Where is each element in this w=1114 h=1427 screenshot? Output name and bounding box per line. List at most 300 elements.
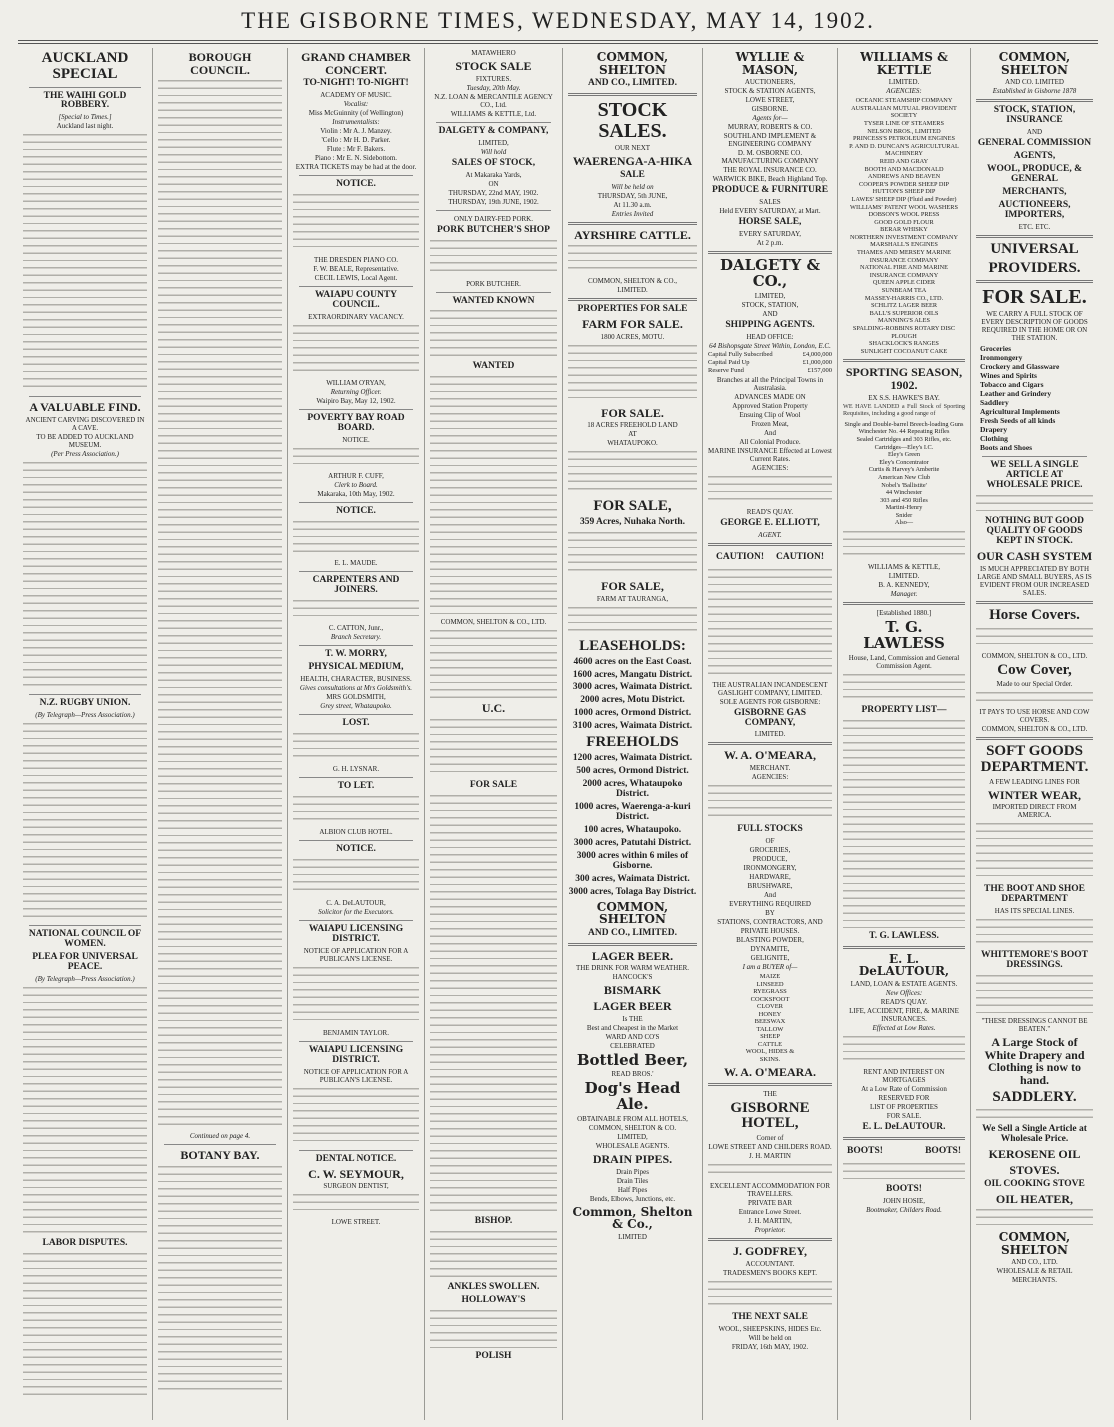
subhead: LIMITED,: [478, 138, 509, 147]
subhead: LIMITED.: [888, 78, 920, 87]
signature: LIMITED.: [617, 286, 648, 295]
subhead: A FEW LEADING LINES FOR: [989, 777, 1080, 786]
list-item: HONEY: [758, 1010, 782, 1018]
dogs-head-ale: Dog's Head Ale.: [584, 1079, 681, 1114]
goods-item: Saddlery: [980, 398, 1009, 408]
property-text: [843, 718, 965, 928]
subhead: EX S.S. HAWKE'S BAY.: [868, 393, 940, 402]
classified-text: [430, 793, 557, 1213]
goods-list: [976, 344, 1093, 452]
subhead: 359 Acres, Nuhaka North.: [579, 517, 686, 528]
subhead: STOCK & STATION AGENTS,: [724, 87, 816, 96]
property-item: 2000 acres, Whataupoko District.: [582, 779, 683, 799]
heading-licensing: WAIAPU LICENSING DISTRICT.: [308, 1044, 404, 1065]
ankles-swollen: ANKLES SWOLLEN.: [447, 1281, 540, 1292]
sporting-item: Nobel's 'Ballistite': [881, 481, 927, 489]
single-article: We Sell a Single Article at Wholesale Price.: [982, 1124, 1087, 1145]
bismark: BISMARK: [603, 983, 662, 998]
notice-text: [430, 308, 557, 358]
subhead: ANCIENT CARVING DISCOVERED IN A CAVE.: [25, 416, 145, 433]
subhead: New Offices:: [885, 988, 923, 997]
signature: Grey street, Whataupoko.: [320, 701, 392, 710]
sale-time: At 11.30 a.m.: [613, 200, 652, 209]
agency-item: REID AND GRAY: [879, 157, 929, 165]
subhead: House, Land, Commission and General Commission Agent.: [848, 653, 960, 670]
notice-text: [843, 1161, 965, 1181]
heading-waiapu-council: WAIAPU COUNTY COUNCIL.: [314, 290, 398, 311]
sporting-item: 303 and 450 Rifles: [880, 496, 928, 504]
heading-carpenters: CARPENTERS AND JOINERS.: [312, 574, 400, 595]
subhead: AGENT.: [758, 530, 782, 539]
agent-name: N.Z. LOAN & MERCANTILE AGENCY CO., Ltd.: [434, 92, 553, 109]
soft-goods: SOFT GOODS DEPARTMENT.: [980, 743, 1089, 776]
agency-item: BALL'S SUPERIOR OILS: [869, 309, 939, 317]
notice-text: [293, 192, 419, 252]
subhead: And: [763, 428, 777, 437]
goods-item: Tobacco and Cigars: [980, 380, 1044, 390]
subhead: And: [763, 891, 777, 900]
subhead: WE CARRY A FULL STOCK OF EVERY DESCRIPTION OF GOODS REQUIRED IN THE HOME OR ON THE STATION.: [981, 310, 1088, 343]
column-5: [563, 48, 703, 1420]
agency-item: NORTHERN INVESTMENT COMPANY: [849, 233, 959, 241]
stock-sales-heading: STOCK SALES.: [597, 99, 668, 143]
agent-name: GEORGE E. ELLIOTT,: [720, 517, 820, 528]
agency-item: PRINCESS'S PETROLEUM ENGINES: [853, 135, 955, 143]
column-7: [838, 48, 971, 1420]
signature: COMMON, SHELTON & CO., LTD.: [440, 618, 547, 627]
classified-text: [430, 1308, 557, 1348]
notice-heading: NOTICE.: [336, 506, 376, 516]
subhead: I am a BUYER of—: [742, 963, 798, 972]
subhead: PRODUCE,: [752, 855, 788, 864]
boots: BOOTS!: [925, 1145, 961, 1156]
subhead: AGENCIES:: [751, 463, 789, 472]
cooking-stove: OIL COOKING STOVE: [984, 1178, 1085, 1189]
subhead: Made to our Special Order.: [996, 680, 1073, 689]
subhead: STOCK, STATION,: [741, 300, 799, 309]
subhead: LOWE STREET,: [745, 96, 795, 105]
providers: PROVIDERS.: [988, 259, 1081, 276]
waerenga-heading: WAERENGA-A-HIKA: [572, 154, 693, 169]
agency-item: LAWES' SHEEP DIP (Fluid and Powder): [851, 195, 957, 203]
notice-text: [708, 1162, 832, 1178]
agency-item: BOOTH AND MACDONALD: [864, 165, 944, 173]
subhead: Gives consultations at Mrs Goldsmith's.: [299, 683, 413, 692]
notice-heading: NOTICE.: [336, 179, 376, 190]
goods-item: Leather and Grindery: [980, 389, 1052, 399]
sale-date: THURSDAY, 22nd MAY, 1902.: [448, 188, 539, 197]
cash-system: OUR CASH SYSTEM: [976, 549, 1093, 564]
goods-item: Fresh Seeds of all kinds: [980, 416, 1056, 426]
column-8: [971, 48, 1098, 1420]
signature: Makaraka, 10th May, 1902.: [317, 490, 395, 498]
masthead-rule: [18, 40, 1098, 41]
stock-sale-title: STOCK SALE: [455, 59, 532, 73]
subhead: IMPORTED DIRECT FROM AMERICA.: [992, 803, 1077, 820]
masthead-rule-2: [18, 43, 1098, 44]
notice-text: [568, 449, 697, 495]
subhead: Will hold: [480, 147, 507, 156]
subhead: AGENCIES:: [886, 87, 922, 96]
notice-text: [708, 474, 832, 504]
goods-item: Groceries: [980, 344, 1012, 354]
single-article: WE SELL A SINGLE ARTICLE AT WHOLESALE PRICE.: [986, 460, 1083, 491]
subhead: BRUSHWARE,: [747, 882, 793, 891]
capital-value: £157,000: [807, 366, 832, 374]
list-item: CLOVER: [757, 1003, 783, 1011]
subhead: EVERY SATURDAY,: [739, 230, 801, 239]
notice-text: [293, 857, 419, 895]
signature: ALBION CLUB HOTEL.: [319, 827, 393, 836]
gas-company: GISBORNE GAS COMPANY,: [733, 707, 807, 728]
subhead: AT: [628, 430, 637, 439]
subhead: HAS ITS SPECIAL LINES.: [994, 907, 1075, 916]
subhead: Will be held on: [611, 182, 654, 191]
gisborne-hotel: GISBORNE HOTEL,: [730, 1099, 810, 1132]
pork-shop-title: PORK BUTCHER'S SHOP: [437, 224, 550, 235]
notice-heading: NOTICE.: [336, 843, 376, 854]
common-shelton-title: Common, Shelton & Co.,: [572, 1204, 693, 1232]
bishop: BISHOP.: [474, 1216, 513, 1226]
boots: BOOTS!: [886, 1183, 922, 1194]
caution: CAUTION!: [716, 551, 765, 562]
agency-item: P. AND D. DUNCAN'S AGRICULTURAL MACHINERY: [849, 142, 959, 158]
headline-valuable-find: A VALUABLE FIND.: [29, 400, 141, 415]
subhead: MERCHANT.: [749, 764, 791, 773]
subhead: DYNAMITE,: [750, 945, 790, 954]
subhead: AND CO., LIMITED.: [588, 78, 677, 89]
agency-item: WILLIAMS' PATENT WOOL WASHERS: [850, 203, 958, 211]
omeara-title: W. A. O'MEARA,: [724, 748, 816, 763]
subhead: Proprietor.: [754, 1226, 786, 1235]
article-text: [23, 985, 147, 1235]
property-item: 3000 acres, Waimata District.: [572, 682, 693, 693]
subhead: LIMITED,: [754, 291, 786, 300]
notice-text: [976, 917, 1093, 947]
subhead: OUR NEXT: [614, 144, 651, 153]
subhead: LIMITED.: [888, 572, 920, 581]
subhead: IT PAYS TO USE HORSE AND COW COVERS.: [979, 708, 1090, 725]
agency-item: NATIONAL FIRE AND MARINE INSURANCE COMPANY: [859, 264, 949, 279]
heading-to-let: TO LET.: [337, 780, 375, 791]
concert-vocalist: Miss McGuinnity (of Wellington): [308, 109, 404, 118]
heading-road-board: POVERTY BAY ROAD BOARD.: [307, 413, 405, 434]
subhead: BY: [765, 909, 775, 918]
sporting-item: Snider: [895, 511, 913, 519]
list-item: RYEGRASS: [753, 988, 787, 996]
whittemore: WHITTEMORE'S BOOT DRESSINGS.: [981, 950, 1088, 971]
list-item: Bends, Elbows, Junctions, etc.: [589, 1194, 676, 1203]
saddlery: SADDLERY.: [992, 1088, 1077, 1105]
agency-item: THE ROYAL INSURANCE CO.: [723, 166, 817, 175]
agency-item: MARSHALL'S ENGINES: [870, 241, 938, 249]
masthead: THE GISBORNE TIMES, WEDNESDAY, MAY 14, 1902.: [241, 8, 875, 33]
sporting-item: Single and Double-barrel Breech-loading Guns: [844, 420, 964, 428]
lager-beer: LAGER BEER: [593, 999, 672, 1014]
subhead: At 2 p.m.: [756, 239, 784, 248]
sporting-list: [843, 421, 965, 527]
agency-item: SUNBEAM TEA: [881, 287, 927, 295]
full-stocks: FULL STOCKS: [737, 824, 803, 835]
article-text: [23, 132, 147, 392]
stock-sale-location: MATAWHERO: [471, 49, 516, 57]
property-item: 1000 acres, Ormond District.: [573, 708, 692, 719]
dateline: [Special to Times.]: [58, 113, 112, 122]
good-quality: NOTHING BUT GOOD QUALITY OF GOODS KEPT IN STOCK.: [984, 516, 1085, 547]
dalgety-title: DALGETY & CO.,: [719, 256, 821, 290]
goods-item: Boots and Shoes: [980, 443, 1033, 453]
column-4: [425, 48, 563, 1420]
list-item: Drain Pipes: [616, 1167, 649, 1176]
subhead: GROCERIES,: [749, 846, 791, 855]
subhead: GISBORNE.: [751, 105, 789, 114]
subhead: HARDWARE,: [749, 873, 791, 882]
sporting-item: Also—: [894, 519, 914, 527]
subhead: TRADESMEN'S BOOKS KEPT.: [723, 1268, 817, 1277]
signature: Waipiro Bay, May 12, 1902.: [316, 397, 396, 406]
signature: C. CATTON, Junr.,: [328, 623, 384, 632]
agency-item: SCHLITZ LAGER BEER: [870, 302, 938, 310]
headline-auckland-special: AUCKLAND SPECIAL: [41, 50, 129, 82]
signature: Clerk to Board.: [334, 481, 378, 489]
subhead: RESERVED FOR: [878, 1093, 930, 1102]
subhead: OBTAINABLE FROM ALL HOTELS,: [577, 1114, 688, 1123]
property-item: 1200 acres, Waimata District.: [572, 753, 693, 764]
polish: POLISH: [475, 1350, 512, 1361]
subhead: THE DRINK FOR WARM WEATHER.: [575, 964, 690, 973]
concert-tonight: TO-NIGHT! TO-NIGHT!: [303, 78, 409, 89]
subhead: EXCELLENT ACCOMMODATION FOR TRAVELLERS.: [709, 1182, 831, 1199]
list-item: Half Pipes: [617, 1185, 648, 1194]
farm-for-sale: FARM FOR SALE.: [582, 317, 683, 332]
wyllie-mason-title: WYLLIE & MASON,: [735, 50, 805, 77]
for-sale: FOR SALE.: [982, 286, 1087, 309]
concert-performer: 'Cello : Mr H. D. Parker.: [321, 136, 391, 145]
subhead: Branches at all the Principal Towns in Australasia.: [716, 375, 824, 392]
subhead: Corner of: [756, 1134, 784, 1143]
sporting-item: Eley's Green: [887, 451, 921, 459]
dentist-name: C. W. SEYMOUR,: [308, 1166, 404, 1181]
drain-pipes-heading: DRAIN PIPES.: [592, 1151, 673, 1166]
horse-covers: Horse Covers.: [989, 606, 1080, 623]
notice-text: [430, 238, 557, 276]
subhead: Approved Station Property: [732, 401, 808, 410]
subhead: WARD AND CO'S: [605, 1032, 660, 1041]
subhead: AND CO. LIMITED: [1005, 78, 1064, 87]
subhead: BLASTING POWDER,: [736, 936, 804, 945]
subhead: SALES OF STOCK,: [451, 157, 536, 168]
subhead: HANCOCK'S: [612, 973, 653, 982]
notice-text: [976, 626, 1093, 648]
headline-borough-council: BOROUGH COUNCIL.: [188, 50, 252, 77]
classified-text: [430, 717, 557, 777]
agency-item: COOPER'S POWDER SHEEP DIP: [859, 180, 949, 188]
signature: G. H. LYSNAR.: [332, 764, 380, 773]
agency-item: AUSTRALIAN MUTUAL PROVIDENT SOCIETY: [851, 104, 957, 120]
subhead: READ'S QUAY.: [746, 507, 794, 516]
subhead: Tuesday, 20th May.: [466, 83, 521, 92]
capital-value: £1,000,000: [802, 358, 832, 366]
notice-text: [976, 821, 1093, 881]
agency-item: MANNING'S ALES: [877, 317, 931, 325]
signature: CECIL LEWIS, Local Agent.: [314, 274, 398, 283]
list-item: BEESWAX: [754, 1018, 786, 1026]
godfrey-title: J. GODFREY,: [733, 1244, 807, 1259]
agency-item: ANDREWS AND BEAVEN: [867, 173, 941, 181]
bottled-beer: Bottled Beer,: [576, 1050, 689, 1069]
subhead: B. A. KENNEDY,: [878, 581, 930, 590]
subhead-waihi-robbery: THE WAIHI GOLD ROBBERY.: [43, 90, 127, 111]
property-item: 3000 acres, Patutahi District.: [573, 837, 692, 848]
list-item: TALLOW: [756, 1025, 784, 1033]
subhead: AND: [1026, 128, 1043, 137]
capital-label: Reserve Fund: [708, 366, 744, 374]
notice-text: [708, 1279, 832, 1309]
concert-venue: ACADEMY OF MUSIC.: [320, 91, 392, 100]
subhead: WILLIAMS & KETTLE,: [867, 563, 941, 572]
concert-label: Instrumentalists:: [332, 118, 380, 127]
subhead: CELEBRATED: [610, 1041, 655, 1050]
article-text: WE HAVE LANDED a Full Stock of Sporting Requisites, including a good range of: [843, 402, 965, 418]
subhead: 18 ACRES FREEHOLD LAND: [587, 421, 678, 430]
subhead: 64 Bishopsgate Street Within, London, E.C.: [709, 341, 831, 350]
notice-text: [976, 1107, 1093, 1121]
subhead: MERCHANTS.: [1012, 1276, 1057, 1285]
agency-item: NELSON BROS., LIMITED: [867, 127, 941, 135]
agency-item: OCEANIC STEAMSHIP COMPANY: [855, 97, 953, 105]
agency-item: BERAR WHISKY: [880, 226, 928, 234]
subhead: ACCOUNTANT.: [745, 1259, 795, 1268]
subhead: AGENTS,: [1013, 151, 1056, 162]
subhead: ONLY DAIRY-FED PORK.: [454, 214, 533, 223]
subhead: Is THE: [622, 1014, 643, 1023]
subhead: Agents for—: [752, 114, 788, 123]
subhead: COMMON, SHELTON & CO.: [588, 1123, 677, 1132]
delautour-title: E. L. DeLAUTOUR,: [858, 951, 950, 979]
universal: UNIVERSAL: [990, 240, 1079, 257]
continued-note: Continued on page 4.: [189, 1132, 251, 1141]
ayrshire-heading: AYRSHIRE CATTLE.: [574, 227, 691, 242]
sporting-season: SPORTING SEASON, 1902.: [845, 365, 963, 392]
subhead: LIMITED: [618, 1232, 647, 1241]
subhead: Established in Gisborne 1878: [992, 87, 1077, 96]
list-item: WOOL, HIDES &: [745, 1048, 795, 1056]
subhead: HEALTH, CHARACTER, BUSINESS.: [300, 674, 412, 683]
capital-label: Capital Paid Up: [708, 358, 750, 366]
subhead: FRIDAY, 16th MAY, 1902.: [731, 1342, 809, 1351]
list-item: CATTLE: [757, 1040, 783, 1048]
concert-label: Vocalist:: [343, 100, 369, 109]
classified-text: [430, 374, 557, 614]
subhead: SHIPPING AGENTS.: [725, 319, 815, 330]
sporting-item: Curtis & Harvey's Amberite: [868, 466, 940, 474]
subhead: OF: [765, 837, 775, 846]
properties-heading: PROPERTIES FOR SALE: [577, 304, 688, 315]
notice-text: [293, 598, 419, 620]
agent-name: WILLIAMS & KETTLE, Ltd.: [450, 109, 537, 118]
capital-value: £4,000,000: [802, 350, 832, 358]
notice-text: [843, 529, 965, 559]
caution: CAUTION!: [775, 551, 824, 562]
signature: BENJAMIN TAYLOR.: [323, 1028, 389, 1037]
subhead: WOOL, PRODUCE, & GENERAL: [987, 164, 1082, 185]
headline-botany-bay: BOTANY BAY.: [180, 1148, 260, 1163]
signature: C. A. DeLAUTOUR,: [326, 898, 386, 907]
lawless-title: T. G. LAWLESS: [863, 618, 945, 652]
horse-sale: HORSE SALE,: [738, 217, 802, 228]
sporting-item: Sealed Cartridges and 303 Rifles, etc.: [856, 435, 952, 443]
concert-performer: Piano : Mr E. N. Sidebottom.: [314, 154, 398, 163]
for-sale: FOR SALE.: [601, 405, 664, 420]
subhead: At Makaraka Yards,: [465, 170, 522, 179]
heading-lost: LOST.: [342, 717, 370, 728]
subhead: TO BE ADDED TO AUCKLAND MUSEUM.: [36, 433, 134, 450]
subhead: [Established 1880.]: [876, 609, 932, 618]
property-item: 100 acres, Whataupoko.: [583, 824, 682, 835]
for-sale: FOR SALE,: [601, 579, 664, 594]
common-shelton-title: COMMON, SHELTON: [998, 50, 1071, 77]
agency-item: SPALDING-ROBBINS ROTARY DISC PLOUGH: [852, 325, 956, 340]
subhead: LIMITED,: [617, 1132, 648, 1141]
subhead: FIXTURES.: [475, 74, 512, 83]
goods-item: Drapery: [980, 425, 1008, 435]
property-item: 2000 acres, Motu District.: [580, 695, 685, 706]
list-item: SKINS.: [759, 1055, 781, 1063]
property-item: 1600 acres, Mangatu District.: [572, 669, 693, 680]
notice-text: [568, 605, 697, 635]
subhead: Manager.: [890, 590, 918, 599]
subhead: LIST OF PROPERTIES: [870, 1102, 938, 1111]
subhead: SURGEON DENTIST,: [323, 1182, 389, 1191]
goods-item: Ironmongery: [980, 353, 1023, 363]
sale-date: THURSDAY, 5th JUNE,: [597, 191, 668, 200]
property-item: 3100 acres, Waimata District.: [572, 721, 693, 732]
list-item: MAIZE: [759, 973, 781, 981]
subhead: JOHN HOSIE,: [883, 1196, 925, 1205]
notice-text: [843, 672, 965, 702]
agency-item: D. M. OSBORNE CO. MANUFACTURING COMPANY: [721, 149, 819, 166]
subhead: LOWE STREET.: [331, 1218, 381, 1227]
subhead: AND CO., LTD.: [1011, 1258, 1058, 1267]
omeara-title: W. A. O'MEARA.: [724, 1065, 816, 1080]
heading-licensing: WAIAPU LICENSING DISTRICT.: [308, 923, 404, 944]
subhead: RENT AND INTEREST ON MORTGAGES: [863, 1067, 945, 1084]
cow-cover: Cow Cover,: [997, 661, 1072, 678]
subhead: STOCK, STATION, INSURANCE: [993, 105, 1076, 126]
notice-text: [293, 965, 419, 1025]
article-text: [158, 1164, 282, 1394]
agency-item: MURRAY, ROBERTS & CO.: [727, 123, 813, 132]
signature: WILLIAM O'RYAN,: [326, 379, 386, 388]
signature: PORK BUTCHER.: [466, 279, 521, 288]
subhead: READ BROS.': [611, 1070, 654, 1079]
subhead: Best and Cheapest in the Market: [586, 1023, 679, 1032]
goods-item: Crockery and Glassware: [980, 362, 1060, 372]
freeholds-heading: FREEHOLDS: [586, 734, 679, 751]
subhead: COMMON, SHELTON & CO., LTD.: [981, 651, 1088, 660]
signature: MRS GOLDSMITH,: [326, 692, 386, 701]
subhead: THE AUSTRALIAN INCANDESCENT GASLIGHT COMPANY, LIMITED.: [712, 680, 828, 697]
property-item: 1000 acres, Waerenga-a-kuri District.: [574, 801, 691, 822]
boots: BOOTS!: [847, 1145, 883, 1156]
dateline: (By Telegraph—Press Association.): [35, 711, 135, 719]
subhead: LIFE, ACCIDENT, FIRE, & MARINE INSURANCES.: [849, 1006, 959, 1023]
notice-text: [568, 243, 697, 273]
wanted: WANTED: [472, 361, 515, 372]
goods-item: Wines and Spirits: [980, 371, 1037, 381]
agency-item: GOOD GOLD FLOUR: [874, 218, 934, 226]
subhead: Ensuing Clip of Wool: [739, 410, 801, 419]
